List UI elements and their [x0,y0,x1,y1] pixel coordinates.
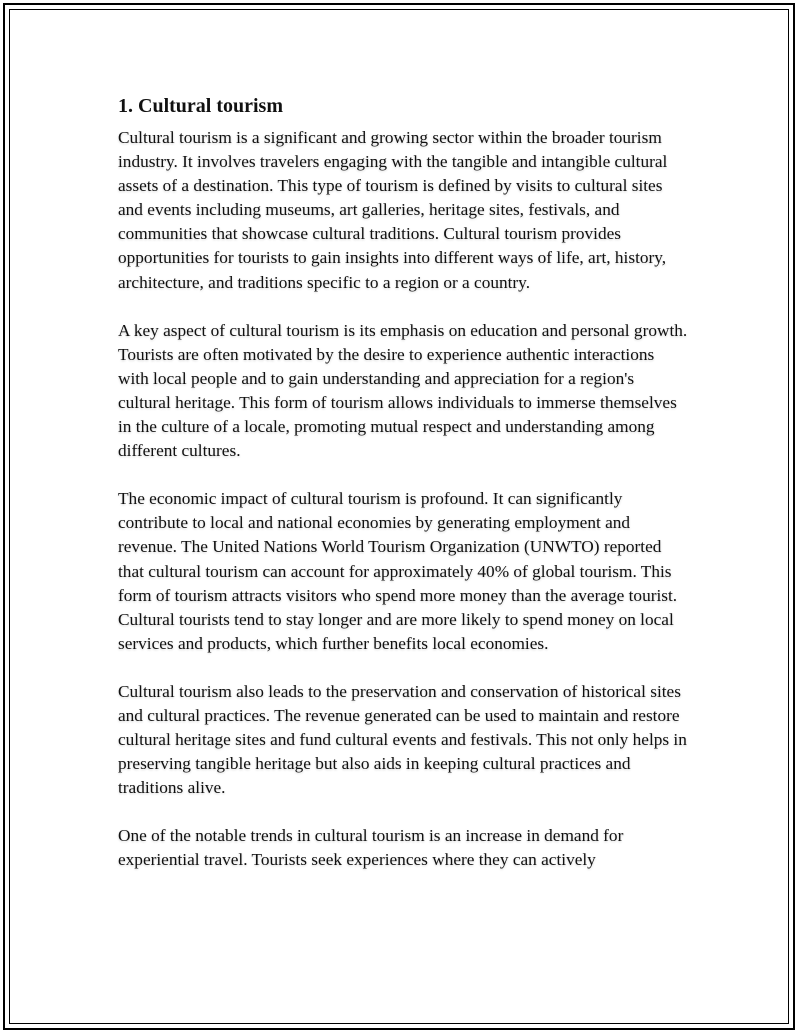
paragraph-experiential-travel: One of the notable trends in cultural tourism is an increase in demand for experiential travel. Tourists seek experiences where they can actively [118,826,624,870]
paragraph-preservation: Cultural tourism also leads to the preservation and conservation of historical sites and cultural practices. The revenue generated can be used to maintain and restore cultural heritage sites and fund cultural events and festivals. This not only helps in preserving tangible heritage but also aids in keeping cultural practices and traditions alive. [118,681,687,798]
paragraph-overview: Cultural tourism is a significant and growing sector within the broader tourism industry. It involves travelers engaging with the tangible and intangible cultural assets of a destination. This type of tourism is defined by visits to cultural sites and events including museums, art galleries, heritage sites, festivals, and communities that showcase cultural traditions. Cultural tourism provides opportunities for tourists to gain insights into different ways of life, art, history, architecture, and traditions specific to a region or a country. [118,128,668,292]
document-body [118,92,688,897]
section-heading: 1. Cultural tourism [118,95,283,117]
paragraph-economic-impact: The economic impact of cultural tourism is profound. It can significantly contribute to local and national economies by generating employment and revenue. The United Nations World Tourism Organization (UNWTO) reported that cultural tourism can account for approximately 40% of global tourism. This form of tourism attracts visitors who spend more money than the average tourist. Cultural tourists tend to stay longer and are more likely to spend money on local services and products, which further benefits local economies. [118,489,678,653]
paragraph-education: A key aspect of cultural tourism is its emphasis on education and personal growth. Tourists are often motivated by the desire to experience authentic interactions with local people and to gain understanding and appreciation for a region's cultural heritage. This form of tourism allows individuals to immerse themselves in the culture of a locale, promoting mutual respect and understanding among different cultures. [118,320,688,461]
